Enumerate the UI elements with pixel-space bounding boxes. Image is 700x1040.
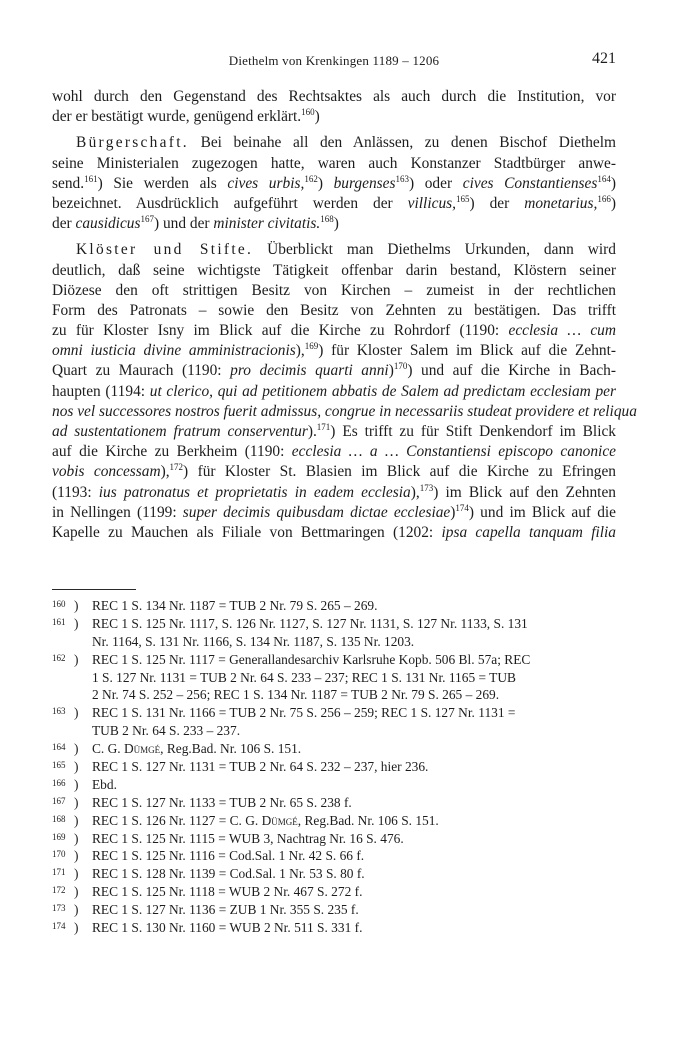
section-heading: Bürgerschaft. <box>76 134 189 152</box>
footnote-paren: ) <box>74 759 79 775</box>
footnote <box>52 615 616 651</box>
footnote-number: 166 <box>52 777 66 788</box>
text-line: Klöster und Stifte. Überblickt man Diethelms Urkunden, dann wird <box>76 241 616 259</box>
text-line: der er bestätigt wurde, genügend erklärt.$^{160}$) <box>52 107 320 126</box>
footnote-ref[interactable]: 170 <box>393 361 408 372</box>
footnote-paren: ) <box>74 884 79 900</box>
footnote-text: REC 1 S. 125 Nr. 1118 = WUB 2 Nr. 467 S. 272 f. <box>92 884 363 900</box>
footnote-text: REC 1 S. 126 Nr. 1127 = C. G. Dümgé, Reg.Bad. Nr. 106 S. 151. <box>92 812 439 828</box>
footnote <box>52 758 616 776</box>
footnote-number: 167 <box>52 795 66 806</box>
text-line: bezeichnet. Ausdrücklich aufgeführt werden der villicus,$^{165}$) der monetarius,$^{166}$) <box>52 193 616 212</box>
footnote-number: 168 <box>52 813 66 824</box>
footnote-paren: ) <box>74 794 79 810</box>
text-line: nos vel successores nostros fuerit admissus, congrue in necessariis studeat providere et reliqua <box>52 402 637 420</box>
footnote-text: REC 1 S. 130 Nr. 1160 = WUB 2 Nr. 511 S. 331 f. <box>92 920 363 936</box>
footnote-number: 164 <box>52 742 66 753</box>
footnote-text: REC 1 S. 127 Nr. 1131 = TUB 2 Nr. 64 S. 232 – 237, hier 236. <box>92 759 429 775</box>
footnote-text: 2 Nr. 74 S. 252 – 256; REC 1 S. 134 Nr. 1187 = TUB 2 Nr. 79 S. 265 – 269. <box>92 687 500 703</box>
footnote <box>52 883 616 901</box>
footnote <box>52 597 616 615</box>
text-line: Form des Patronats – sowie den Besitz von Zehnten zu bestätigen. Das trifft <box>52 301 616 319</box>
footnote-text: REC 1 S. 134 Nr. 1187 = TUB 2 Nr. 79 S. 265 – 269. <box>92 598 378 613</box>
text-line: Kapelle zu Mauchen als Filiale von Bettmaringen (1202: ipsa capella tanquam filia <box>52 523 616 541</box>
footnote-text: TUB 2 Nr. 64 S. 233 – 237. <box>92 723 241 739</box>
footnote-text: REC 1 S. 125 Nr. 1115 = WUB 3, Nachtrag Nr. 16 S. 476. <box>92 830 404 846</box>
text-line: send.$^{161}$) Sie werden als cives urbis,$^{162}$) burgenses$^{163}$) oder cives Constantienses$^{164}$) <box>52 173 617 192</box>
footnote <box>52 651 616 705</box>
footnote-paren: ) <box>74 902 79 918</box>
text-line: vobis concessam),$^{172}$) für Kloster St. Blasien im Blick auf die Kirche zu Efringen <box>52 462 616 481</box>
footnote-text: REC 1 S. 131 Nr. 1166 = TUB 2 Nr. 75 S. 256 – 259; REC 1 S. 127 Nr. 1131 = <box>92 705 516 721</box>
footnote <box>52 865 616 883</box>
text-line: in Nellingen (1199: super decimis quibusdam dictae ecclesiae)$^{174}$) und im Blick auf die <box>52 502 616 521</box>
footnote-text: Ebd. <box>92 776 117 792</box>
page-number: 421 <box>592 50 616 67</box>
footnote-number: 160 <box>52 599 66 609</box>
footnote-ref[interactable]: 165 <box>455 193 470 204</box>
page-header <box>52 50 616 70</box>
text-line: wohl durch den Gegenstand des Rechtsaktes als auch durch die Institution, vor <box>52 88 616 105</box>
footnote-paren: ) <box>74 848 79 864</box>
footnote-number: 162 <box>52 652 66 663</box>
footnote-number: 173 <box>52 903 66 914</box>
footnote-paren: ) <box>74 598 79 613</box>
footnote <box>52 776 616 794</box>
main-text <box>52 87 637 543</box>
footnote-number: 165 <box>52 760 66 771</box>
footnote-number: 171 <box>52 867 66 878</box>
footnote-text: 1 S. 127 Nr. 1131 = TUB 2 Nr. 64 S. 233 – 237; REC 1 S. 131 Nr. 1165 = TUB <box>92 669 516 685</box>
footnote-text: REC 1 S. 125 Nr. 1116 = Cod.Sal. 1 Nr. 42 S. 66 f. <box>92 848 365 864</box>
footnote-ref[interactable]: 174 <box>455 502 469 513</box>
footnote-number: 163 <box>52 706 66 717</box>
footnote-number: 169 <box>52 831 66 842</box>
section-heading: Klöster und Stifte. <box>76 241 254 259</box>
footnote-ref[interactable]: 163 <box>395 173 409 184</box>
text-line: der causidicus$^{167}$) und der minister civitatis.$^{168}$) <box>52 214 339 233</box>
text-line: ad sustentationem fratrum conserventur).$^{171}$) Es trifft zu für Stift Denkendorf im Blick <box>52 422 616 440</box>
text-line: zu für Kloster Isny im Blick auf die Kirche zu Rohrdorf (1190: ecclesia … cum <box>52 322 616 340</box>
text-line: haupten (1194: ut clerico, qui ad petitionem abbatis de Salem ad predictam ecclesiam per <box>52 382 616 400</box>
footnote-ref[interactable]: 167 <box>140 214 154 225</box>
footnote-text: REC 1 S. 125 Nr. 1117, S. 126 Nr. 1127, S. 127 Nr. 1131, S. 127 Nr. 1133, S. 131 <box>92 615 528 631</box>
text-line: deutlich, daß seine wichtigste Tätigkeit offenbar darin bestand, Klöstern seiner <box>52 261 616 279</box>
footnote-ref[interactable]: 169 <box>304 341 319 352</box>
text-line: (1193: ius patronatus et proprietatis in eadem ecclesia),$^{173}$) im Blick auf den Zehnten <box>52 482 616 501</box>
footnote-ref[interactable]: 171 <box>316 422 331 432</box>
running-head: Diethelm von Krenkingen 1189 – 1206 <box>228 53 440 68</box>
text-line: Diözese den oft strittigen Besitz von Kirchen – zumeist in der rechtlichen <box>52 281 616 299</box>
footnote-text: C. G. Dümgé, Reg.Bad. Nr. 106 S. 151. <box>92 741 302 757</box>
footnote-ref[interactable]: 168 <box>320 214 334 225</box>
footnote-number: 161 <box>52 616 66 627</box>
footnote-text: REC 1 S. 128 Nr. 1139 = Cod.Sal. 1 Nr. 53 S. 80 f. <box>92 866 365 882</box>
text-line: omni iusticia divine amministracionis),$^{169}$) für Kloster Salem im Blick auf die Zehnt- <box>52 341 616 360</box>
footnote-paren: ) <box>74 705 79 721</box>
footnote-ref[interactable]: 172 <box>169 462 184 473</box>
footnote-number: 172 <box>52 885 66 896</box>
footnote-paren: ) <box>74 830 79 846</box>
footnote-ref[interactable]: 162 <box>304 173 318 184</box>
footnote-ref[interactable]: 161 <box>84 173 98 184</box>
footnote <box>52 901 616 919</box>
footnote-paren: ) <box>74 651 79 667</box>
footnote-paren: ) <box>74 866 79 882</box>
footnote-ref[interactable]: 164 <box>597 173 611 184</box>
footnote-text: REC 1 S. 127 Nr. 1133 = TUB 2 Nr. 65 S. 238 f. <box>92 794 352 810</box>
footnotes <box>52 597 616 937</box>
footnote-paren: ) <box>74 812 79 828</box>
footnote-text: REC 1 S. 125 Nr. 1117 = Generallandesarchiv Karlsruhe Kopb. 506 Bl. 57a; REC <box>92 651 531 667</box>
footnote-text: REC 1 S. 127 Nr. 1136 = ZUB 1 Nr. 355 S. 235 f. <box>92 902 359 918</box>
footnote-paren: ) <box>74 741 79 757</box>
footnote-paren: ) <box>74 615 79 631</box>
footnote-ref[interactable]: 166 <box>597 193 611 204</box>
footnote <box>52 794 616 812</box>
footnote-number: 170 <box>52 849 66 860</box>
footnote <box>52 847 616 865</box>
footnote-ref[interactable]: 173 <box>419 482 434 493</box>
footnote-paren: ) <box>74 920 79 936</box>
footnote-text: Nr. 1164, S. 131 Nr. 1166, S. 134 Nr. 1187, S. 135 Nr. 1203. <box>92 633 415 649</box>
footnote <box>52 740 616 758</box>
text-line: seine Ministerialen zugezogen hatte, waren auch Konstanzer Stadtbürger anwe- <box>52 154 616 172</box>
footnote-paren: ) <box>74 776 79 792</box>
text-line: Quart zu Maurach (1190: pro decimis quarti anni)$^{170}$) und auf die Kirche in Bach- <box>52 361 616 380</box>
footnote-number: 174 <box>52 921 66 932</box>
footnote-ref[interactable]: 160 <box>301 107 315 118</box>
footnote <box>52 830 616 848</box>
footnote <box>52 812 616 830</box>
text-line: Bürgerschaft. Bei beinahe all den Anlässen, zu denen Bischof Diethelm <box>76 134 616 152</box>
footnote <box>52 919 616 937</box>
footnote <box>52 704 616 740</box>
footnote-separator <box>52 589 136 590</box>
text-line: auf die Kirche zu Berkheim (1190: ecclesia … a … Constantiensi episcopo canonice <box>52 443 616 461</box>
